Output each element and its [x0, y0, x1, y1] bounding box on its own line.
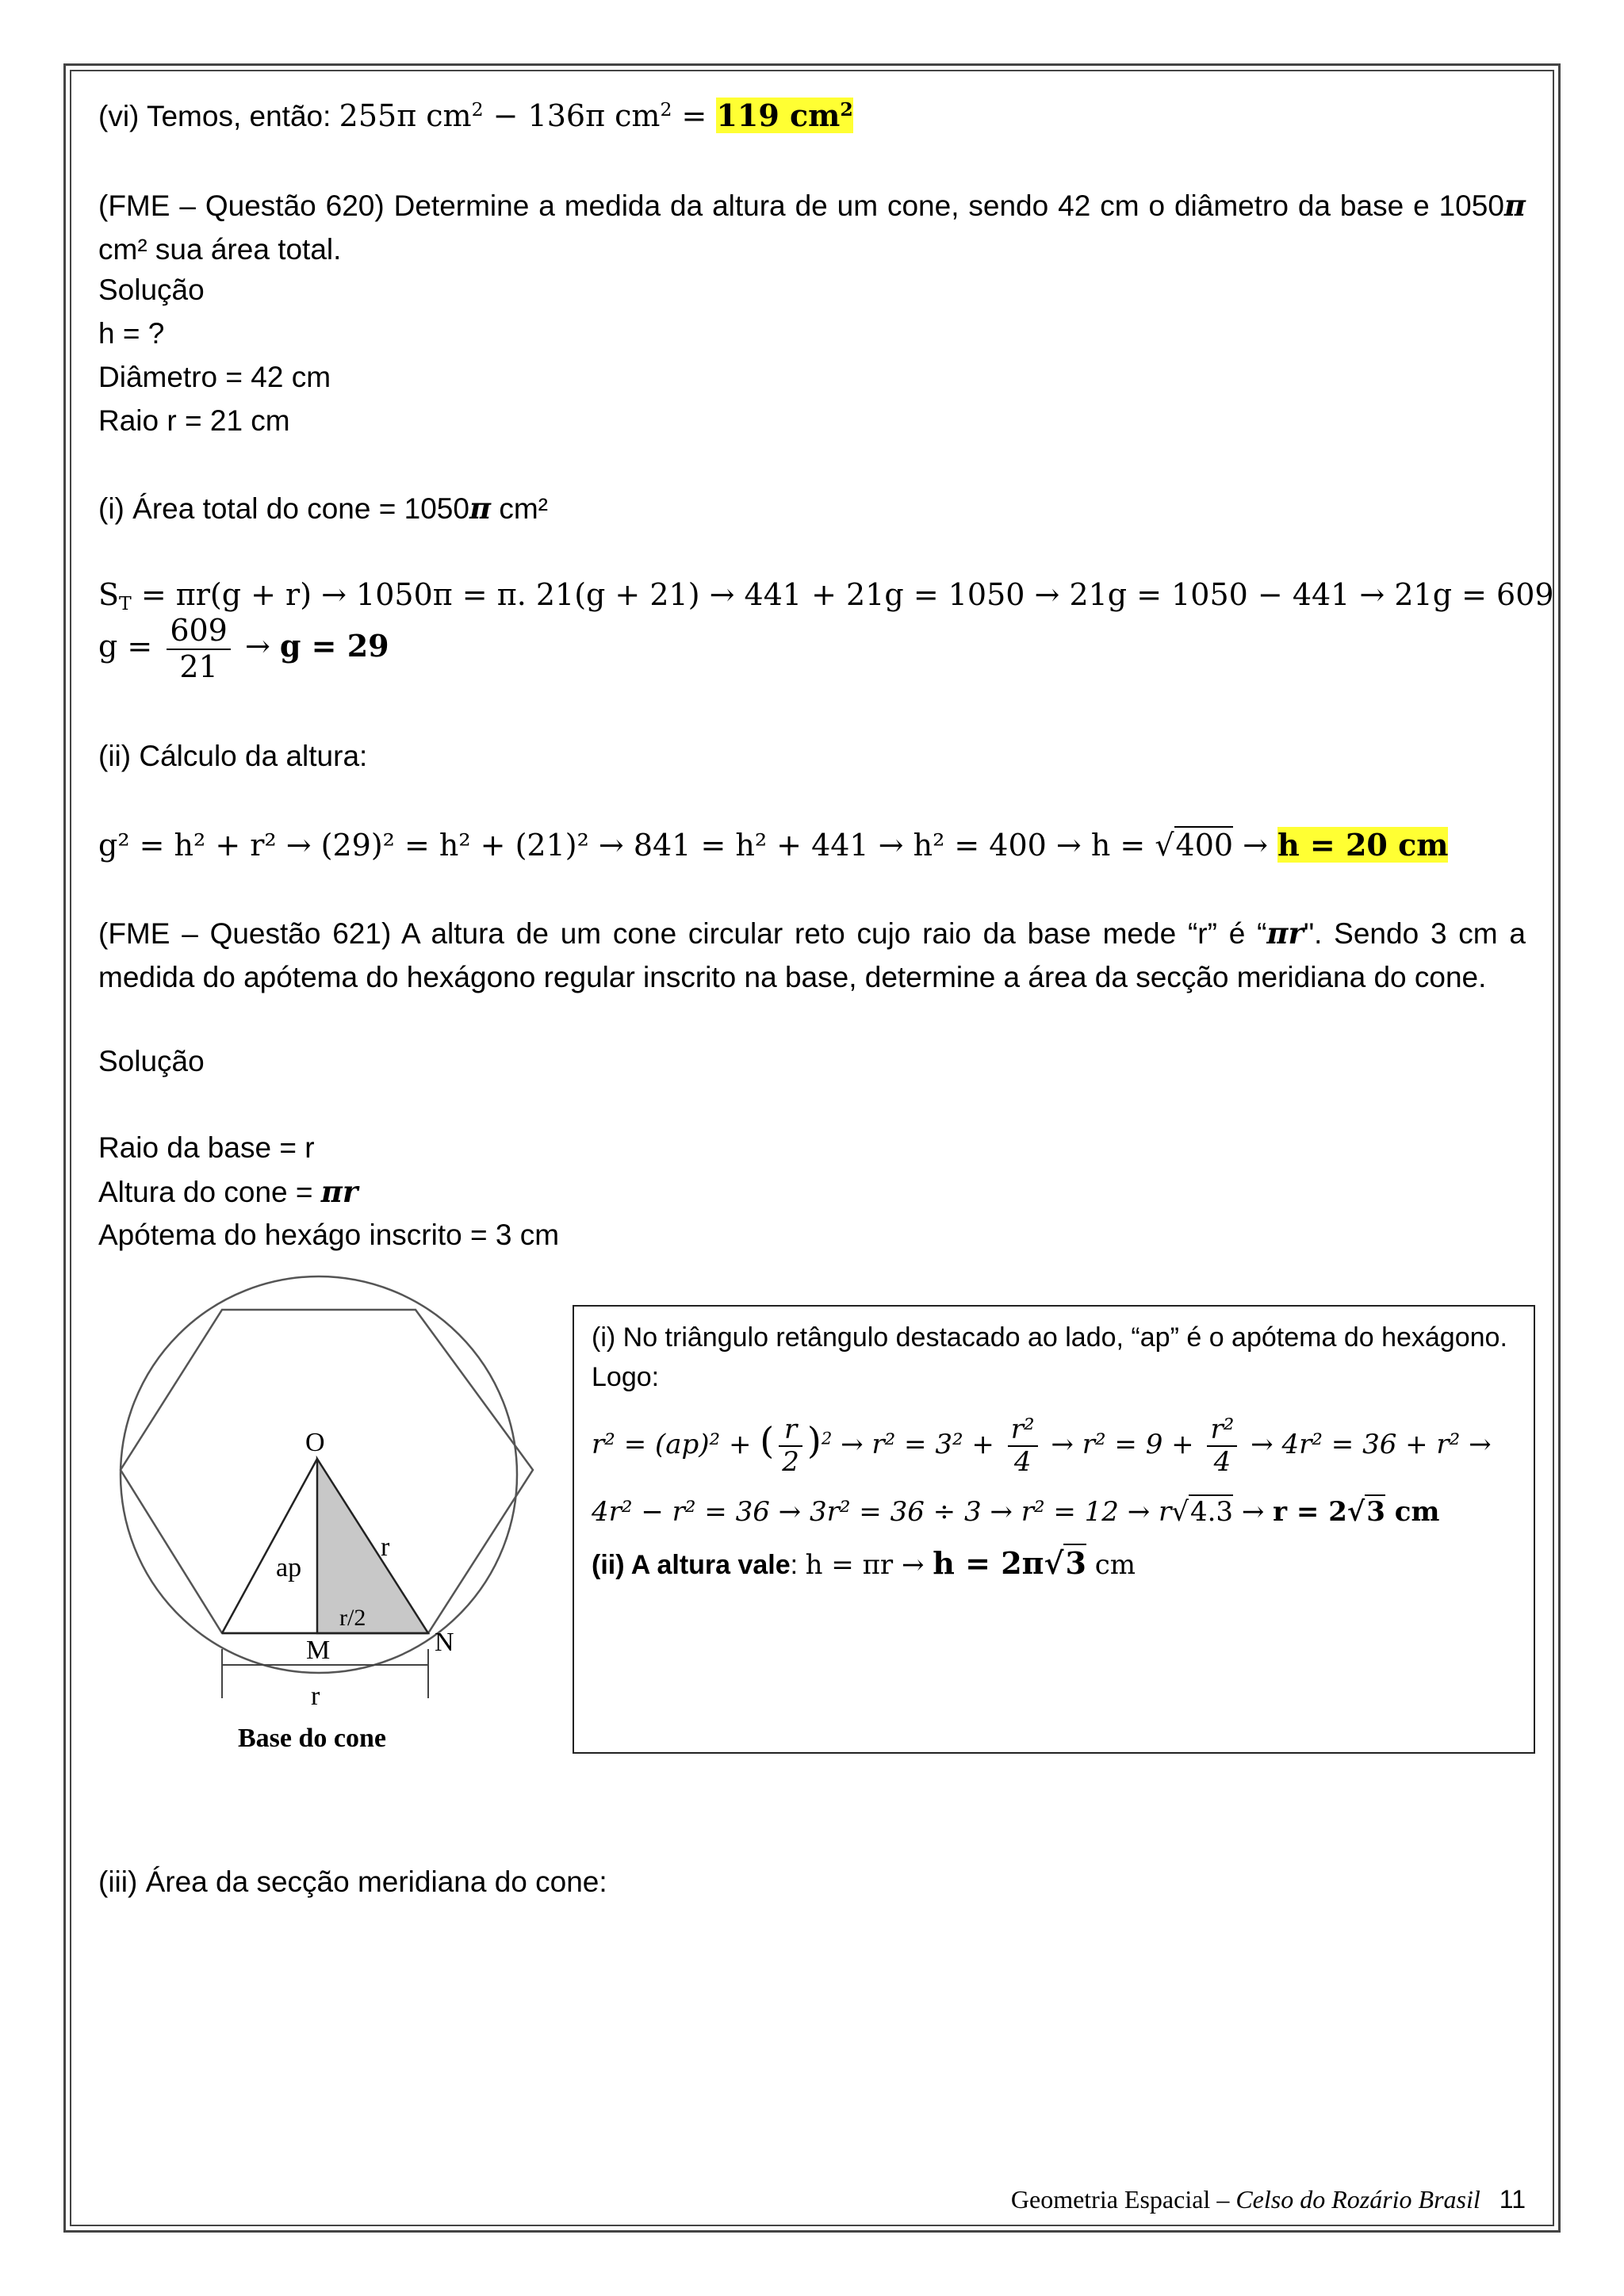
page-number: 11: [1499, 2185, 1526, 2214]
label-M: M: [306, 1636, 331, 1665]
q620-h: h = ?: [98, 317, 165, 350]
solution-box: [573, 1305, 1535, 1754]
q621-raio: Raio da base = r: [98, 1131, 315, 1164]
q620-diameter: Diâmetro = 42 cm: [98, 361, 331, 393]
q620-radius: Raio r = 21 cm: [98, 404, 290, 437]
box-eq2: 4r² − r² = 36 → 3r² = 36 ÷ 3 → r² = 12 → r√4.3 → r = 2√3 cm: [592, 1496, 1440, 1529]
box-r-result: r = 2√3 cm: [1273, 1496, 1440, 1529]
q620-solution-heading: Solução: [98, 274, 205, 306]
box-height-result: h = 2π√3: [933, 1545, 1086, 1582]
q621-step3: (iii) Área da secção meridiana do cone:: [98, 1866, 607, 1898]
q620-eq2: g = $\frac{609}{21}$ → g = 29: [98, 613, 389, 684]
q620-step1: (i) Área total do cone = 1050π cm²: [98, 491, 548, 526]
q621-statement: (FME – Questão 621) A altura de um cone circular reto cujo raio da base mede “r” é “πr". Sendo 3 cm a medida do apótema do hexágono regular inscrito na base, determine a área da secção meridiana do cone.: [98, 916, 1526, 993]
label-r-base: r: [311, 1682, 320, 1711]
box-intro: (i) No triângulo retângulo destacado ao lado, “ap” é o apótema do hexágono. Logo:: [592, 1322, 1507, 1392]
box-eq1: r² = (ap)² + ( $\frac{r}{2}$ )$^2$ → r² = 3² + $\frac{\text{r²}}{4}$ → r² = 9 + $\frac{\text{r²}}{4}$ → 4r² = 36 + r² →: [592, 1414, 1492, 1479]
q620-eq2-fraction: $\frac{609}{21}$: [167, 614, 231, 684]
page-footer: Geometria Espacial – Celso do Rozário Brasil 11: [1010, 2185, 1526, 2214]
q620-statement: (FME – Questão 620) Determine a medida da altura de um cone, sendo 42 cm o diâmetro da base e 1050π cm² sua área total.: [98, 188, 1526, 266]
figure-caption: Base do cone: [238, 1724, 386, 1753]
label-ap: ap: [276, 1553, 302, 1582]
q620-eq1: $S_T = \pi r(g + r) \to 1050\pi = \pi$. 21(g + 21) → 441 + 21g = 1050 → 21g = 1050 − 441 → 21g = 609: [98, 577, 1554, 614]
line-vi-result: 119 $cm^2$: [716, 98, 853, 133]
box-height: (ii) A altura vale: h = πr → h = 2π√3 cm: [592, 1545, 1136, 1582]
label-N: N: [435, 1628, 454, 1657]
q621-altura: Altura do cone = πr: [98, 1174, 358, 1209]
line-vi: [98, 97, 853, 136]
label-O: O: [305, 1428, 325, 1457]
line-vi-math: 255π $cm^2 - 136\pi$ $cm^2 = 119$ $cm^2$: [339, 98, 853, 133]
label-r-half: r/2: [339, 1605, 366, 1631]
label-r: r: [381, 1533, 390, 1562]
hexagon-figure: [103, 1269, 547, 1760]
q621-apotema: Apótema do hexágo inscrito = 3 cm: [98, 1219, 560, 1251]
q620-eq3: g² = h² + r² → (29)² = h² + (21)² → 841 = h² + 441 → h² = 400 → h = √400 → h = 20 cm: [98, 827, 1449, 863]
q620-step2: (ii) Cálculo da altura:: [98, 740, 368, 772]
highlighted-triangle: [317, 1459, 428, 1633]
line-vi-prefix: (vi) Temos, então:: [98, 100, 339, 132]
q621-solution-heading: Solução: [98, 1045, 205, 1077]
q620-final-result: h = 20 cm: [1277, 827, 1449, 863]
triangle-left-edge: [222, 1459, 317, 1633]
